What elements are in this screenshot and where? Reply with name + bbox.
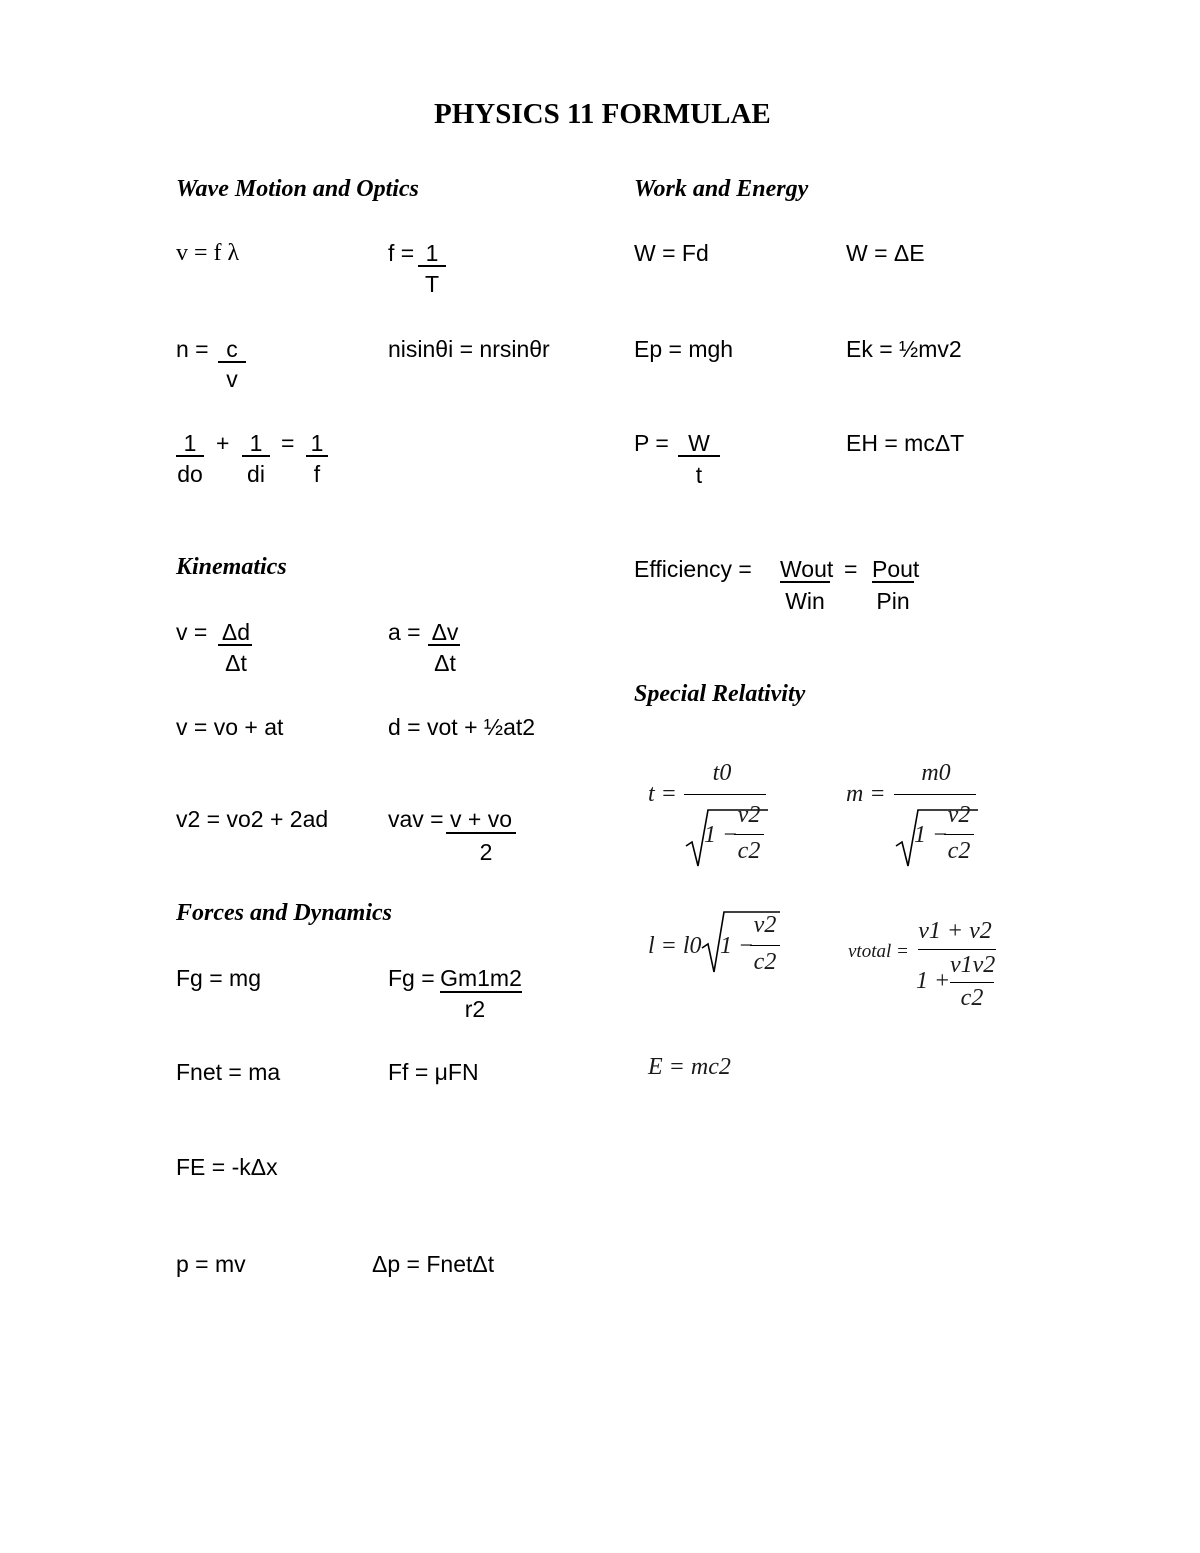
formula-kinetic-energy: Ek = ½mv2 — [846, 336, 962, 362]
section-wave-motion: Wave Motion and Optics — [176, 176, 419, 202]
formula-spring-force: FE = -kΔx — [176, 1154, 278, 1180]
formula-potential-energy: Ep = mgh — [634, 336, 734, 362]
formula-mass-energy: E = mc2 — [648, 1054, 731, 1080]
formula-final-velocity: v = vo + at — [176, 714, 284, 740]
section-forces: Forces and Dynamics — [176, 900, 392, 926]
formula-momentum: p = mv — [176, 1251, 246, 1277]
formula-net-force: Fnet = ma — [176, 1059, 281, 1085]
formula-wave-equation: v = f λ — [176, 240, 240, 266]
formula-snell-law: nisinθi = nrsinθr — [388, 336, 550, 362]
page-title: PHYSICS 11 FORMULAE — [434, 98, 771, 130]
formula-velocity-squared: v2 = vo2 + 2ad — [176, 806, 329, 832]
formula-work-force: W = Fd — [634, 240, 709, 266]
formula-work-energy: W = ΔE — [846, 240, 925, 266]
section-relativity: Special Relativity — [634, 681, 806, 707]
formula-displacement: d = vot + ½at2 — [388, 714, 536, 740]
section-work-energy: Work and Energy — [634, 176, 809, 202]
formula-heat: EH = mcΔT — [846, 430, 965, 456]
section-kinematics: Kinematics — [176, 554, 287, 580]
formula-impulse: Δp = FnetΔt — [372, 1251, 495, 1277]
formula-weight: Fg = mg — [176, 965, 262, 991]
formula-friction: Ff = μFN — [388, 1059, 479, 1085]
